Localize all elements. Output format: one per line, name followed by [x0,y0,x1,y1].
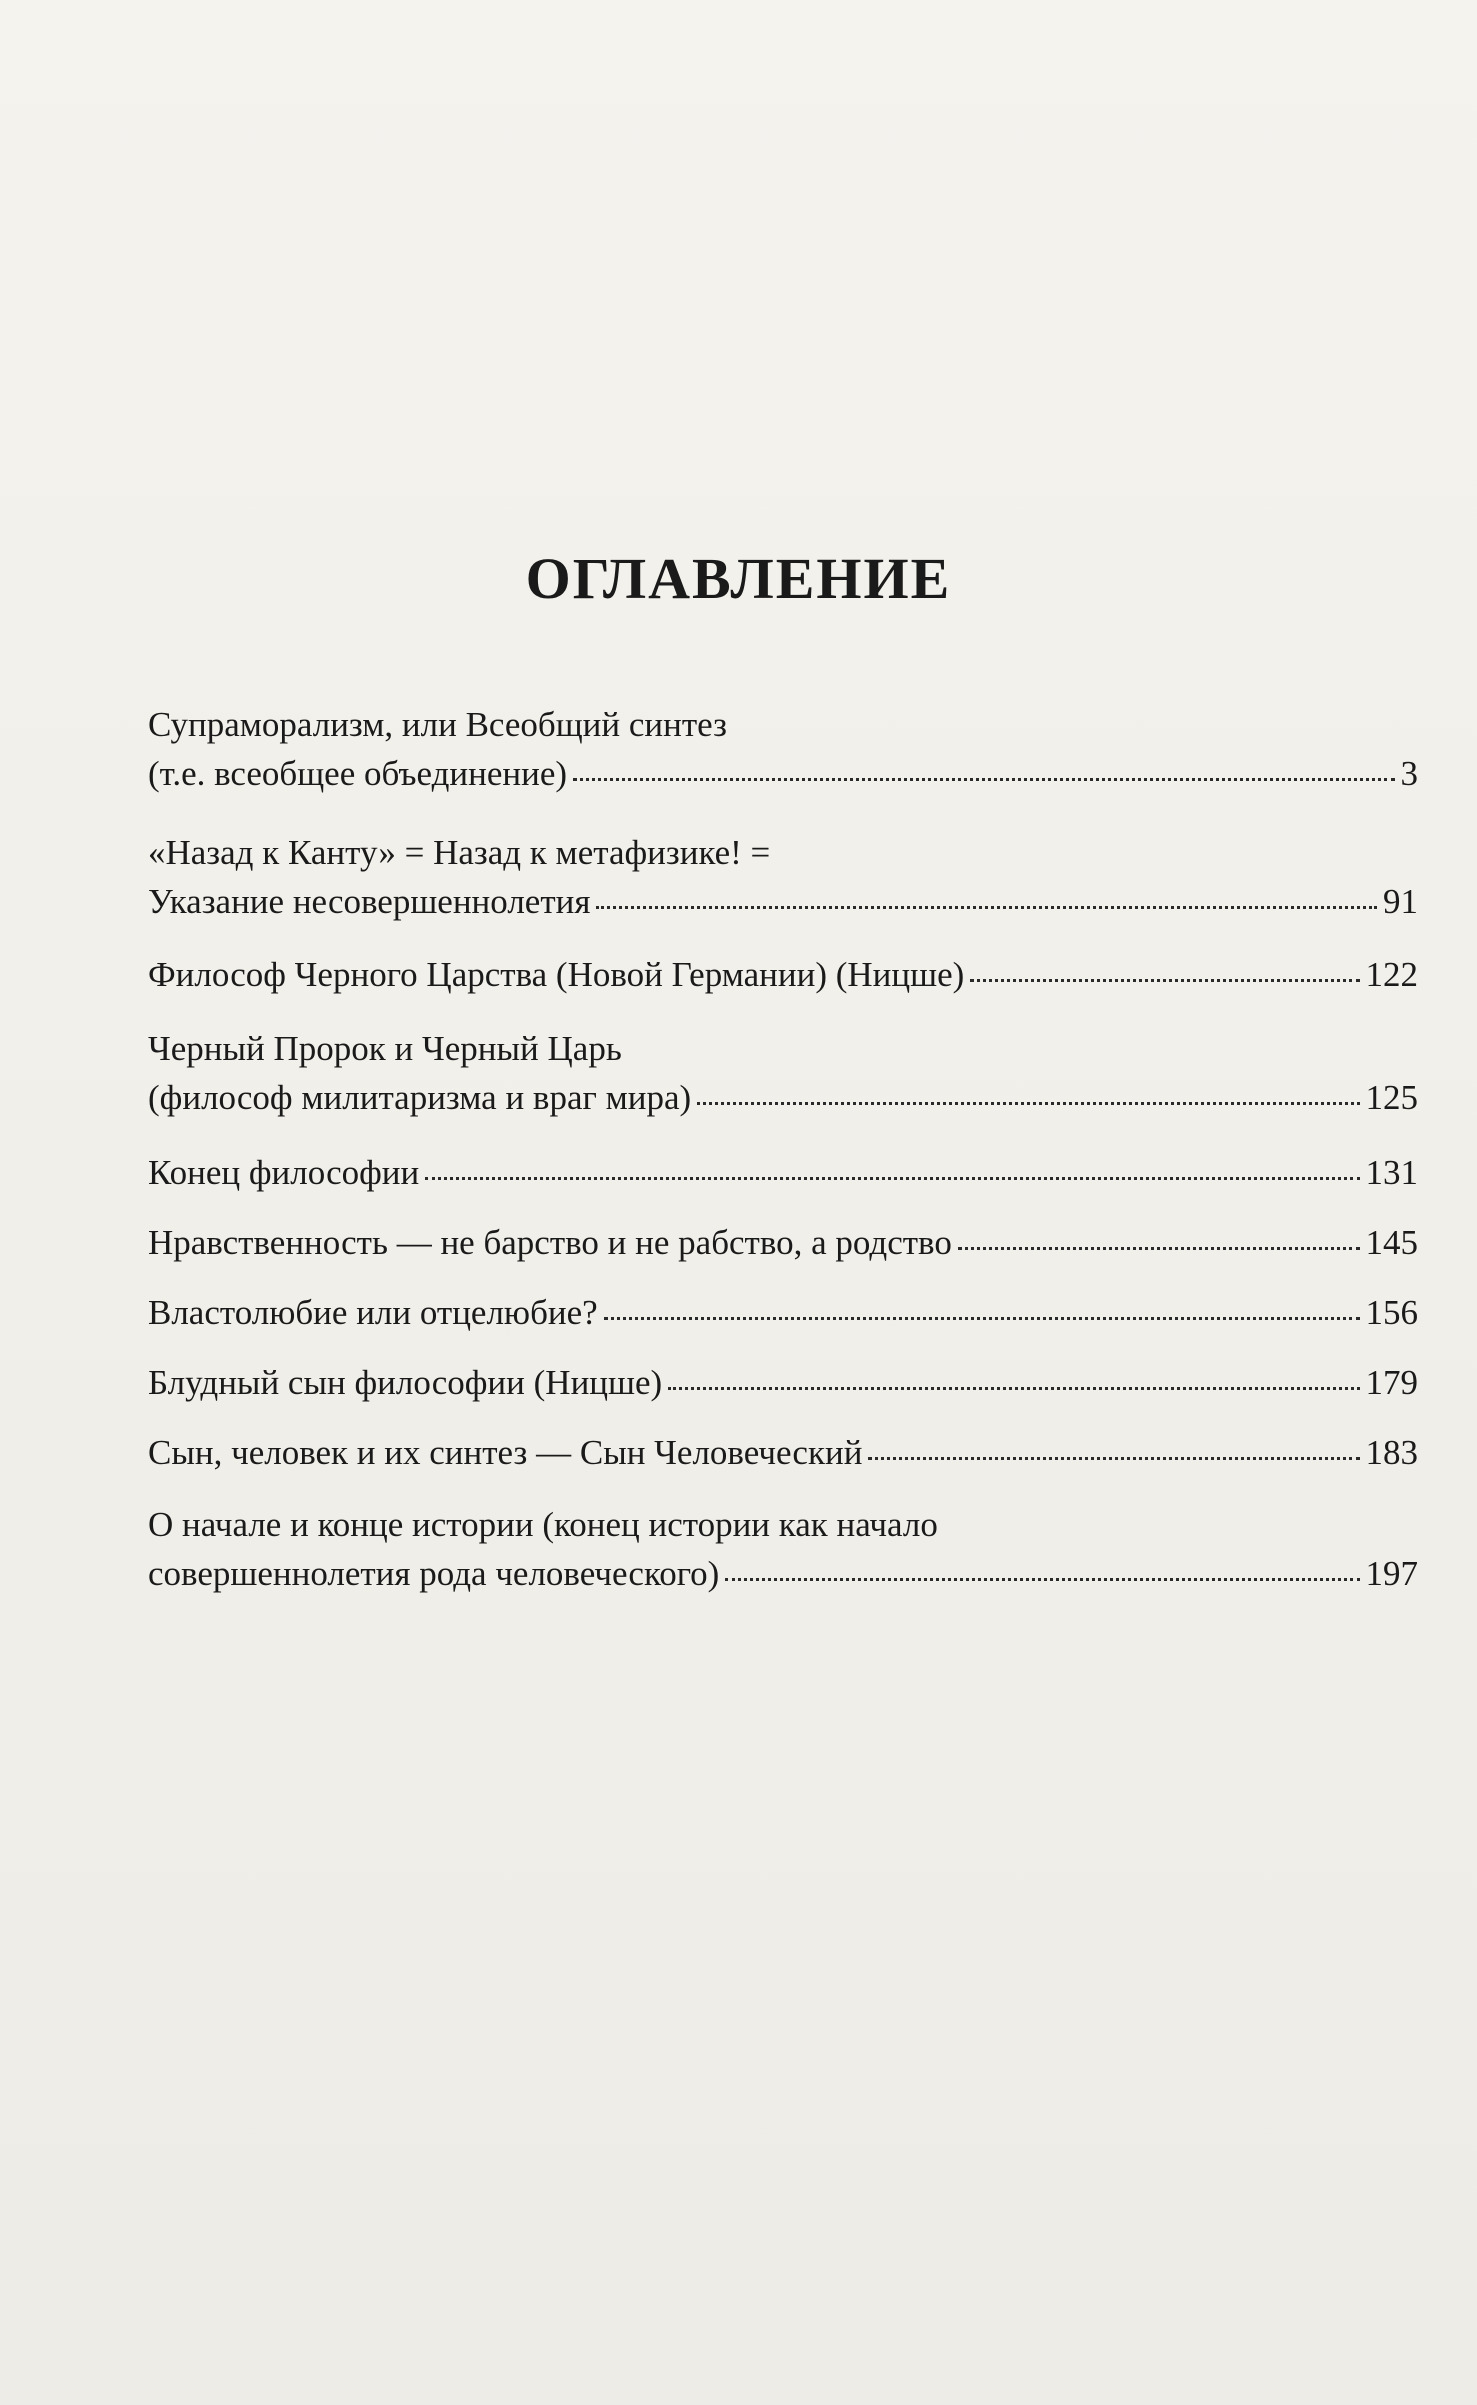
toc-entry [148,1358,1418,1407]
toc-entry-title-line2: (т.е. всеобщее объединение) [148,754,568,793]
toc-entry-title-line1: «Назад к Канту» = Назад к метафизике! = [148,833,771,872]
toc-page-number: 183 [1365,1433,1418,1472]
toc-entry [148,1148,1418,1197]
toc-page-number: 179 [1365,1363,1418,1402]
toc-entry-title-line2: (философ милитаризма и враг мира) [148,1078,692,1117]
toc-page-number: 156 [1365,1293,1418,1332]
toc-page-number: 197 [1365,1554,1418,1593]
toc-entry-title: Сын, человек и их синтез — Сын Человеческий [148,1433,863,1472]
toc-entry-title: Конец философии [148,1153,420,1192]
toc-entry-title-line2: совершеннолетия рода человеческого) [148,1554,720,1593]
toc-entry [148,1218,1418,1267]
toc-entry-title-line1: Черный Пророк и Черный Царь [148,1029,622,1068]
dot-leader [425,1177,1359,1180]
toc-page-number: 131 [1365,1153,1418,1192]
toc-entry [148,1500,1418,1598]
table-of-contents [148,700,1418,1598]
dot-leader [596,906,1377,909]
dot-leader [868,1457,1359,1460]
toc-entry [148,1428,1418,1477]
toc-entry-title: Блудный сын философии (Ницше) [148,1363,663,1402]
toc-entry [148,1024,1418,1122]
dot-leader [725,1578,1359,1581]
toc-page-number: 91 [1383,882,1418,921]
toc-entry-title-line2: Указание несовершеннолетия [148,882,591,921]
toc-entry [148,1288,1418,1337]
dot-leader [668,1387,1359,1390]
toc-entry-title-line1: Супраморализм, или Всеобщий синтез [148,705,727,744]
toc-entry [148,950,1418,999]
toc-page-number: 145 [1365,1223,1418,1262]
toc-entry [148,700,1418,798]
dot-leader [573,778,1394,781]
toc-entry-title: Философ Черного Царства (Новой Германии) (Ницше) [148,955,965,994]
toc-entry [148,828,1418,926]
dot-leader [970,979,1359,982]
toc-entry-title-line1: О начале и конце истории (конец истории как начало [148,1505,938,1544]
dot-leader [697,1102,1359,1105]
toc-entry-title: Нравственность — не барство и не рабство, а родство [148,1223,952,1262]
dot-leader [958,1247,1360,1250]
toc-title: ОГЛАВЛЕНИЕ [525,546,952,611]
dot-leader [604,1317,1360,1320]
toc-page-number: 125 [1365,1078,1418,1117]
toc-page-number: 122 [1365,955,1418,994]
toc-entry-title: Властолюбие или отцелюбие? [148,1293,598,1332]
toc-page-number: 3 [1400,754,1418,793]
